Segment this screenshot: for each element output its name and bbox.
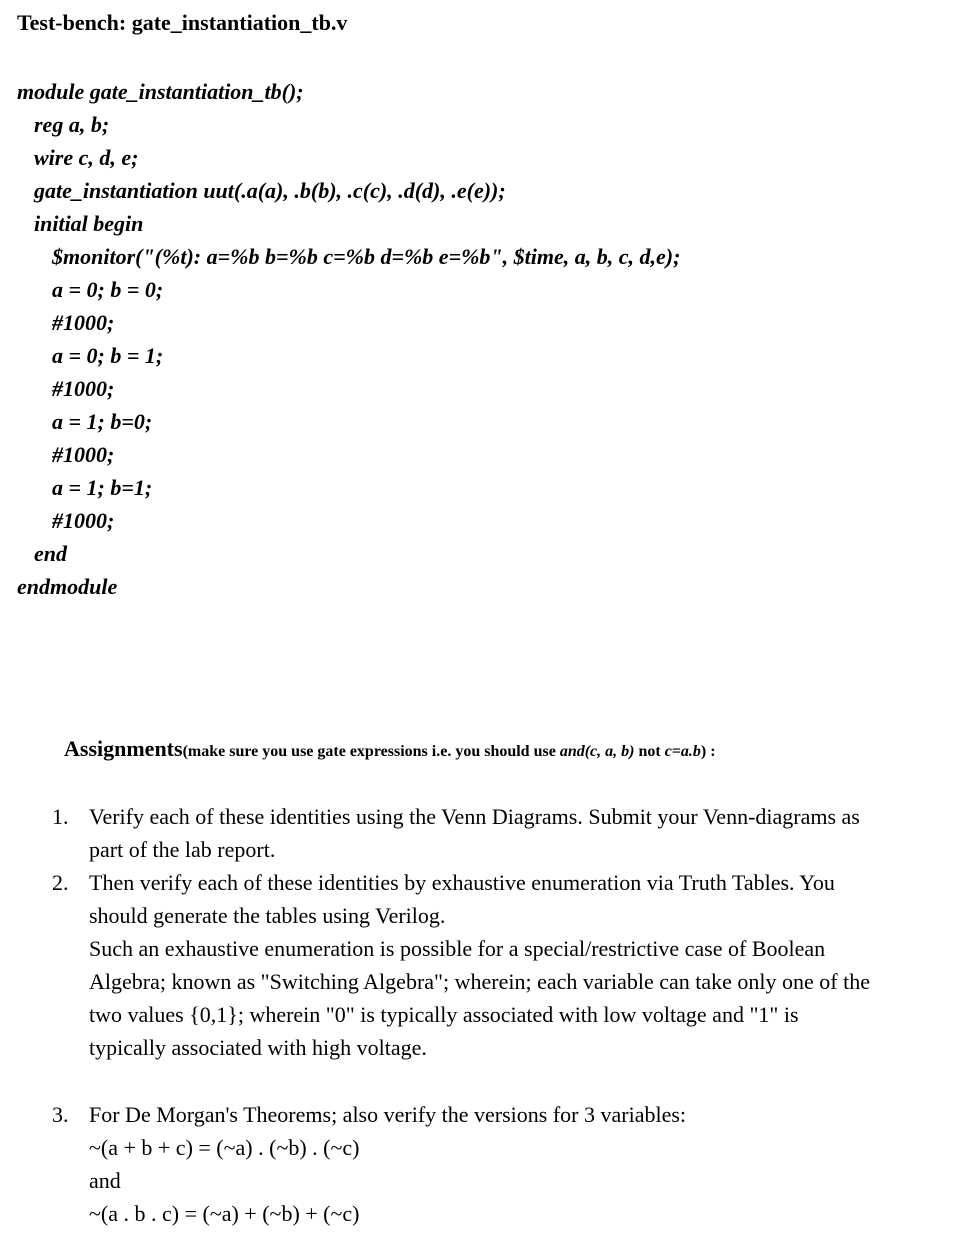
code-line: initial begin [34, 211, 144, 236]
code-line: #1000; [52, 442, 115, 467]
code-line: gate_instantiation uut(.a(a), .b(b), .c(c), .d(d), .e(e)); [34, 178, 506, 203]
code-line: $monitor("(%t): a=%b b=%b c=%b d=%b e=%b", $time, a, b, c, d,e); [52, 244, 681, 269]
code-line: a = 1; b=0; [52, 409, 153, 434]
code-line: #1000; [52, 376, 115, 401]
list-item: 1. Verify each of these identities using the Venn Diagrams. Submit your Venn-diagrams as part of the lab report. [52, 804, 860, 862]
assignments-note: (make sure you use gate expressions i.e. you should use and(c, a, b) not c=a.b) : [182, 743, 716, 760]
assignments-list [52, 800, 947, 1230]
code-line: endmodule [17, 574, 118, 599]
code-line: a = 0; b = 0; [52, 277, 164, 302]
assignments-title [64, 736, 716, 762]
list-item: 3. For De Morgan's Theorems; also verify the versions for 3 variables: ~(a + b + c) = (~a) . (~b) . (~c) and ~(a . b . c) = (~a) + (~b) + (~c) [52, 1102, 687, 1226]
document-heading: Test-bench: gate_instantiation_tb.v [17, 10, 348, 35]
code-line: #1000; [52, 310, 115, 335]
code-line: reg a, b; [34, 112, 110, 137]
code-line: #1000; [52, 508, 115, 533]
code-line: end [34, 541, 67, 566]
code-line: module gate_instantiation_tb(); [17, 79, 304, 104]
code-line: a = 0; b = 1; [52, 343, 164, 368]
code-line: wire c, d, e; [34, 145, 139, 170]
code-line: a = 1; b=1; [52, 475, 153, 500]
list-item: 2. Then verify each of these identities by exhaustive enumeration via Truth Tables. You should generate the tables using Verilog. Such an exhaustive enumeration is possible for a special/restrictive case of Boolean Algebra; known as "Switching Algebra"; wherein; each variable can take only one of the two values {0,1}; wherein "0" is typically associated with low voltage and "1" is typically associated with high voltage. [52, 870, 870, 1060]
assignments-label: Assignments [64, 736, 183, 761]
